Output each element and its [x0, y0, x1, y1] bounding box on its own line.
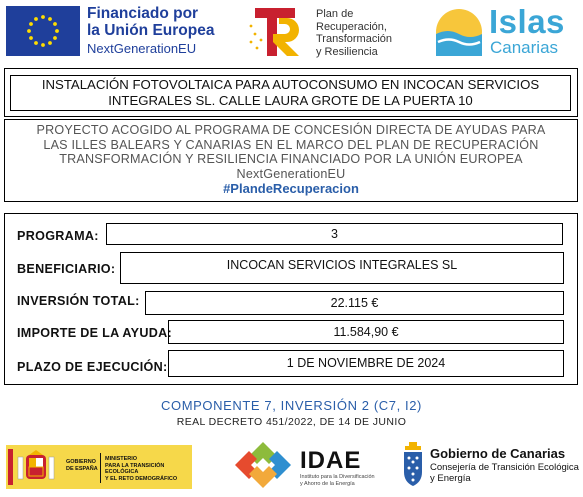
prtr-line: Recuperación, — [316, 20, 387, 33]
inversion-label: INVERSIÓN TOTAL: — [17, 294, 140, 308]
separator — [100, 453, 101, 483]
real-decreto-text: REAL DECRETO 451/2022, DE 14 DE JUNIO — [176, 416, 407, 428]
prtr-logo-text — [316, 8, 392, 58]
idae-logo-icon — [231, 440, 295, 490]
project-desc-line2: LAS ILLES BALEARS Y CANARIAS EN EL MARCO DEL PLAN DE RECUPERACIÓN — [43, 137, 539, 152]
hashtag: #PlandeRecuperacion — [223, 181, 359, 197]
plazo-label: PLAZO DE EJECUCIÓN: — [17, 360, 168, 374]
project-desc-line3: TRANSFORMACIÓN Y RESILIENCIA FINANCIADO POR LA UNIÓN EUROPEA — [59, 152, 523, 167]
beneficiario-value: INCOCAN SERVICIOS INTEGRALES SL — [120, 252, 564, 284]
islas-logo-line1: Islas — [489, 3, 565, 40]
ayuda-label: IMPORTE DE LA AYUDA: — [17, 326, 173, 340]
idae-sub-line: y Ahorro de la Energía — [300, 480, 355, 487]
canarias-sub-line: y Energía — [430, 473, 471, 484]
programa-label: PROGRAMA: — [17, 229, 99, 243]
ayuda-value: 11.584,90 € — [168, 320, 564, 344]
beneficiario-label: BENEFICIARIO: — [17, 262, 116, 276]
islas-canarias-logo-icon — [435, 8, 483, 56]
ministerio-line: PARA LA TRANSICIÓN ECOLÓGICA — [105, 462, 165, 475]
project-title-line1: INSTALACIÓN FOTOVOLTAICA PARA AUTOCONSUMO EN INCOCAN SERVICIOS — [41, 77, 540, 92]
ministerio-text — [105, 456, 192, 482]
eu-logo-line1: Financiado por — [87, 5, 199, 22]
canarias-title: Gobierno de Canarias — [430, 446, 566, 461]
idae-subtitle — [300, 474, 375, 487]
inversion-value: 22.115 € — [145, 291, 564, 315]
spain-flag-stripe — [8, 449, 13, 485]
project-title-line2: INTEGRALES SL. CALLE LAURA GROTE DE LA PUERTA 10 — [108, 93, 473, 108]
islas-logo-line2: Canarias — [490, 38, 559, 57]
gobierno-espana-logo — [6, 445, 192, 489]
eu-flag-icon — [6, 6, 80, 56]
canarias-sub-line: Consejería de Transición Ecológica — [430, 462, 579, 473]
gobierno-espana-text — [66, 459, 98, 472]
programa-value: 3 — [106, 223, 563, 245]
eu-logo-line3: NextGenerationEU — [87, 41, 197, 56]
plazo-value: 1 DE NOVIEMBRE DE 2024 — [168, 350, 564, 377]
canarias-subtitle — [430, 462, 579, 484]
prtr-line: y Resiliencia — [316, 45, 378, 58]
gobierno-line: DE ESPAÑA — [66, 465, 98, 472]
prtr-line: Transformación — [316, 33, 393, 45]
idae-sub-line: Instituto para la Diversificación — [300, 474, 375, 480]
canarias-shield-icon — [401, 440, 425, 488]
idae-title: IDAE — [300, 447, 362, 474]
project-desc-line4: NextGenerationEU — [236, 166, 346, 181]
project-desc-line1: PROYECTO ACOGIDO AL PROGRAMA DE CONCESIÓN DIRECTA DE AYUDAS PARA — [36, 123, 546, 137]
componente-text: COMPONENTE 7, INVERSIÓN 2 (C7, I2) — [161, 398, 422, 413]
ministerio-line: Y EL RETO DEMOGRÁFICO — [105, 475, 178, 482]
spain-coat-of-arms-icon — [16, 449, 66, 485]
gobierno-line: GOBIERNO — [66, 459, 96, 465]
eu-logo-line2: la Unión Europea — [87, 22, 215, 39]
ministerio-line: MINISTERIO — [105, 456, 138, 462]
prtr-line: Plan de — [316, 8, 354, 20]
prtr-logo-icon — [245, 4, 307, 60]
project-title-box — [10, 75, 571, 111]
project-description-box — [4, 119, 578, 202]
